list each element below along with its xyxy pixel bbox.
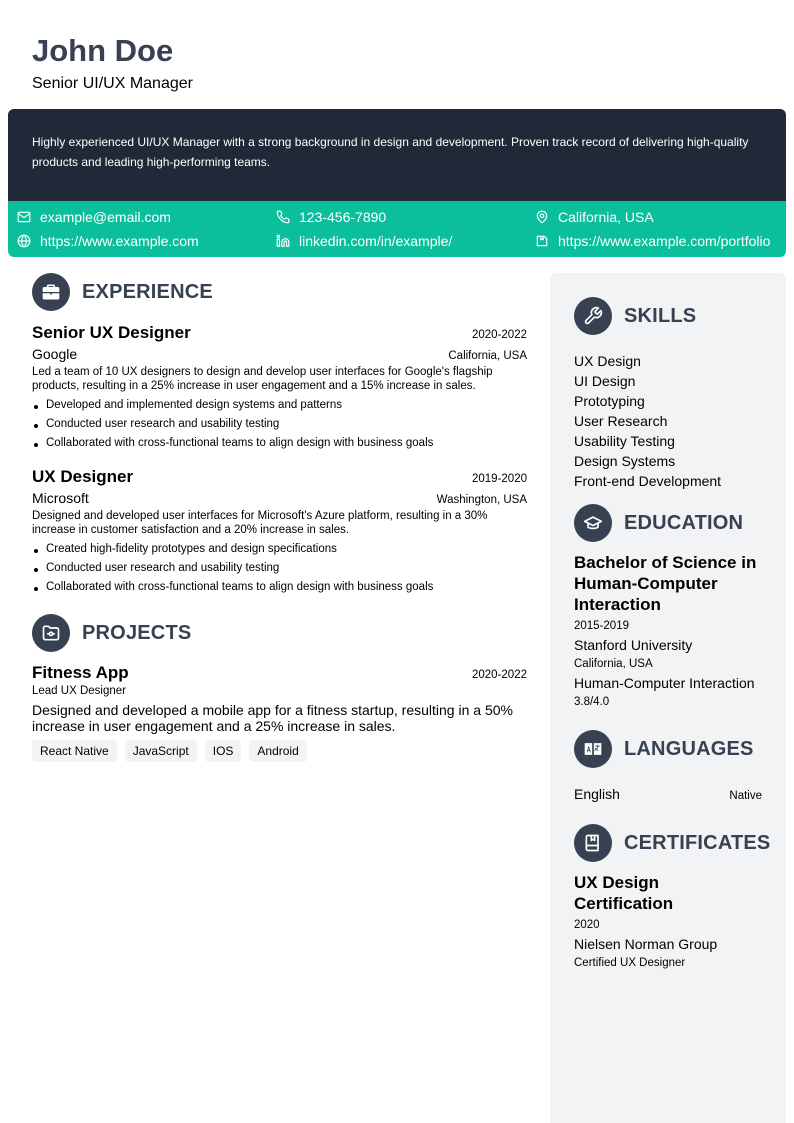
- projects-section-header: [32, 614, 527, 652]
- globe-icon: [17, 234, 31, 248]
- experience-section-header: [32, 273, 527, 311]
- portfolio-icon: [535, 234, 549, 248]
- job-title: UX Designer: [32, 467, 134, 486]
- certificate-issuer: Nielsen Norman Group: [574, 936, 718, 952]
- skill-item: Front-end Development: [574, 473, 722, 489]
- certificate-credential: Certified UX Designer: [574, 957, 686, 969]
- job-title: Senior UX Designer: [32, 323, 191, 342]
- education-section-header: [574, 504, 762, 542]
- certificates-heading: CERTIFICATES: [624, 831, 771, 854]
- contact-linkedin-text: linkedin.com/in/example/: [299, 233, 453, 249]
- experience-heading: EXPERIENCE: [82, 280, 213, 303]
- job-bullets: [32, 396, 527, 453]
- project-description: Designed and developed a mobile app for a fitness startup, resulting in a 50% increase in user engagement and a 25% increase in sales.: [32, 702, 513, 734]
- skills-list: [574, 351, 762, 491]
- contact-band: [8, 201, 786, 257]
- certificate-item: [574, 872, 762, 972]
- sidebar-panel: [550, 273, 786, 1123]
- certificates-section-header: [574, 824, 771, 862]
- projects-heading: PROJECTS: [82, 621, 192, 644]
- language-name: English: [574, 786, 620, 802]
- job-bullets: [32, 540, 527, 597]
- summary-text: Highly experienced UI/UX Manager with a strong background in design and development. Proven track record of delivering high-quality products and leading high-performing teams.: [32, 135, 749, 169]
- job-bullet: Collaborated with cross-functional teams to align design with business goals: [32, 578, 527, 597]
- project-dates: 2020-2022: [472, 669, 527, 681]
- certificate-year: 2020: [574, 919, 600, 931]
- contact-website-text: https://www.example.com: [40, 233, 199, 249]
- header: [32, 32, 193, 94]
- education-school: Stanford University: [574, 637, 693, 653]
- phone-icon: [276, 210, 290, 224]
- language-icon: [574, 730, 612, 768]
- skills-section-header: [574, 297, 762, 335]
- project-tag: JavaScript: [125, 740, 197, 762]
- candidate-title: Senior UI/UX Manager: [32, 75, 193, 92]
- education-degree: Bachelor of Science in Human-Computer Interaction: [574, 553, 757, 614]
- folder-icon: [32, 614, 70, 652]
- job-bullet: Conducted user research and usability testing: [32, 415, 527, 434]
- job-company: Google: [32, 346, 78, 362]
- project-title: Fitness App: [32, 663, 129, 682]
- job-location: Washington, USA: [436, 494, 527, 506]
- job-dates: 2020-2022: [472, 329, 527, 341]
- project-role: Lead UX Designer: [32, 685, 126, 697]
- contact-phone-text: 123-456-7890: [299, 209, 387, 225]
- contact-email-text: example@email.com: [40, 209, 171, 225]
- skill-item: Prototyping: [574, 393, 645, 409]
- experience-item: [32, 322, 527, 453]
- project-tags: [32, 740, 527, 762]
- skill-item: Design Systems: [574, 453, 676, 469]
- contact-location: [535, 209, 654, 225]
- contact-location-text: California, USA: [558, 209, 654, 225]
- skills-heading: SKILLS: [624, 304, 697, 327]
- education-item: [574, 552, 762, 711]
- project-tag: Android: [249, 740, 306, 762]
- skill-item: UI Design: [574, 373, 636, 389]
- experience-item: [32, 466, 527, 597]
- job-description: Led a team of 10 UX designers to design and develop user interfaces for Google's flagship products, resulting in a 25% increase in user engagement and a 15% increase in sales.: [32, 366, 493, 392]
- job-bullet: Created high-fidelity prototypes and design specifications: [32, 540, 527, 559]
- project-tag: React Native: [32, 740, 117, 762]
- contact-portfolio-text: https://www.example.com/portfolio: [558, 233, 771, 249]
- mail-icon: [17, 210, 31, 224]
- language-item: [574, 784, 762, 805]
- job-description: Designed and developed user interfaces for Microsoft's Azure platform, resulting in a 30% increase in customer satisfaction and a 20% increase in sales.: [32, 510, 488, 536]
- language-level: Native: [729, 790, 762, 802]
- job-bullet: Developed and implemented design systems and patterns: [32, 396, 527, 415]
- education-location: California, USA: [574, 658, 653, 670]
- location-pin-icon: [535, 210, 549, 224]
- contact-website[interactable]: [17, 233, 199, 249]
- languages-section-header: [574, 730, 762, 768]
- linkedin-icon: [276, 234, 290, 248]
- project-item: [32, 662, 527, 762]
- contact-linkedin[interactable]: [276, 233, 452, 249]
- skill-item: Usability Testing: [574, 433, 675, 449]
- job-bullet: Collaborated with cross-functional teams to align design with business goals: [32, 434, 527, 453]
- job-bullet: Conducted user research and usability testing: [32, 559, 527, 578]
- skill-item: User Research: [574, 413, 668, 429]
- education-field: Human-Computer Interaction: [574, 675, 755, 691]
- graduation-cap-icon: [574, 504, 612, 542]
- contact-phone[interactable]: [276, 209, 386, 225]
- book-icon: [574, 824, 612, 862]
- education-heading: EDUCATION: [624, 511, 744, 534]
- contact-portfolio[interactable]: [535, 233, 770, 249]
- contact-email[interactable]: [17, 209, 171, 225]
- project-tag: IOS: [205, 740, 242, 762]
- education-gpa: 3.8/4.0: [574, 696, 610, 708]
- wrench-icon: [574, 297, 612, 335]
- briefcase-icon: [32, 273, 70, 311]
- summary-band: [8, 109, 786, 201]
- education-dates: 2015-2019: [574, 620, 629, 632]
- skill-item: UX Design: [574, 353, 641, 369]
- job-location: California, USA: [448, 350, 527, 362]
- job-dates: 2019-2020: [472, 473, 527, 485]
- candidate-name: John Doe: [32, 33, 174, 68]
- main-column: [32, 273, 527, 762]
- certificate-name: UX Design Certification: [574, 873, 674, 913]
- job-company: Microsoft: [32, 490, 89, 506]
- languages-heading: LANGUAGES: [624, 737, 754, 760]
